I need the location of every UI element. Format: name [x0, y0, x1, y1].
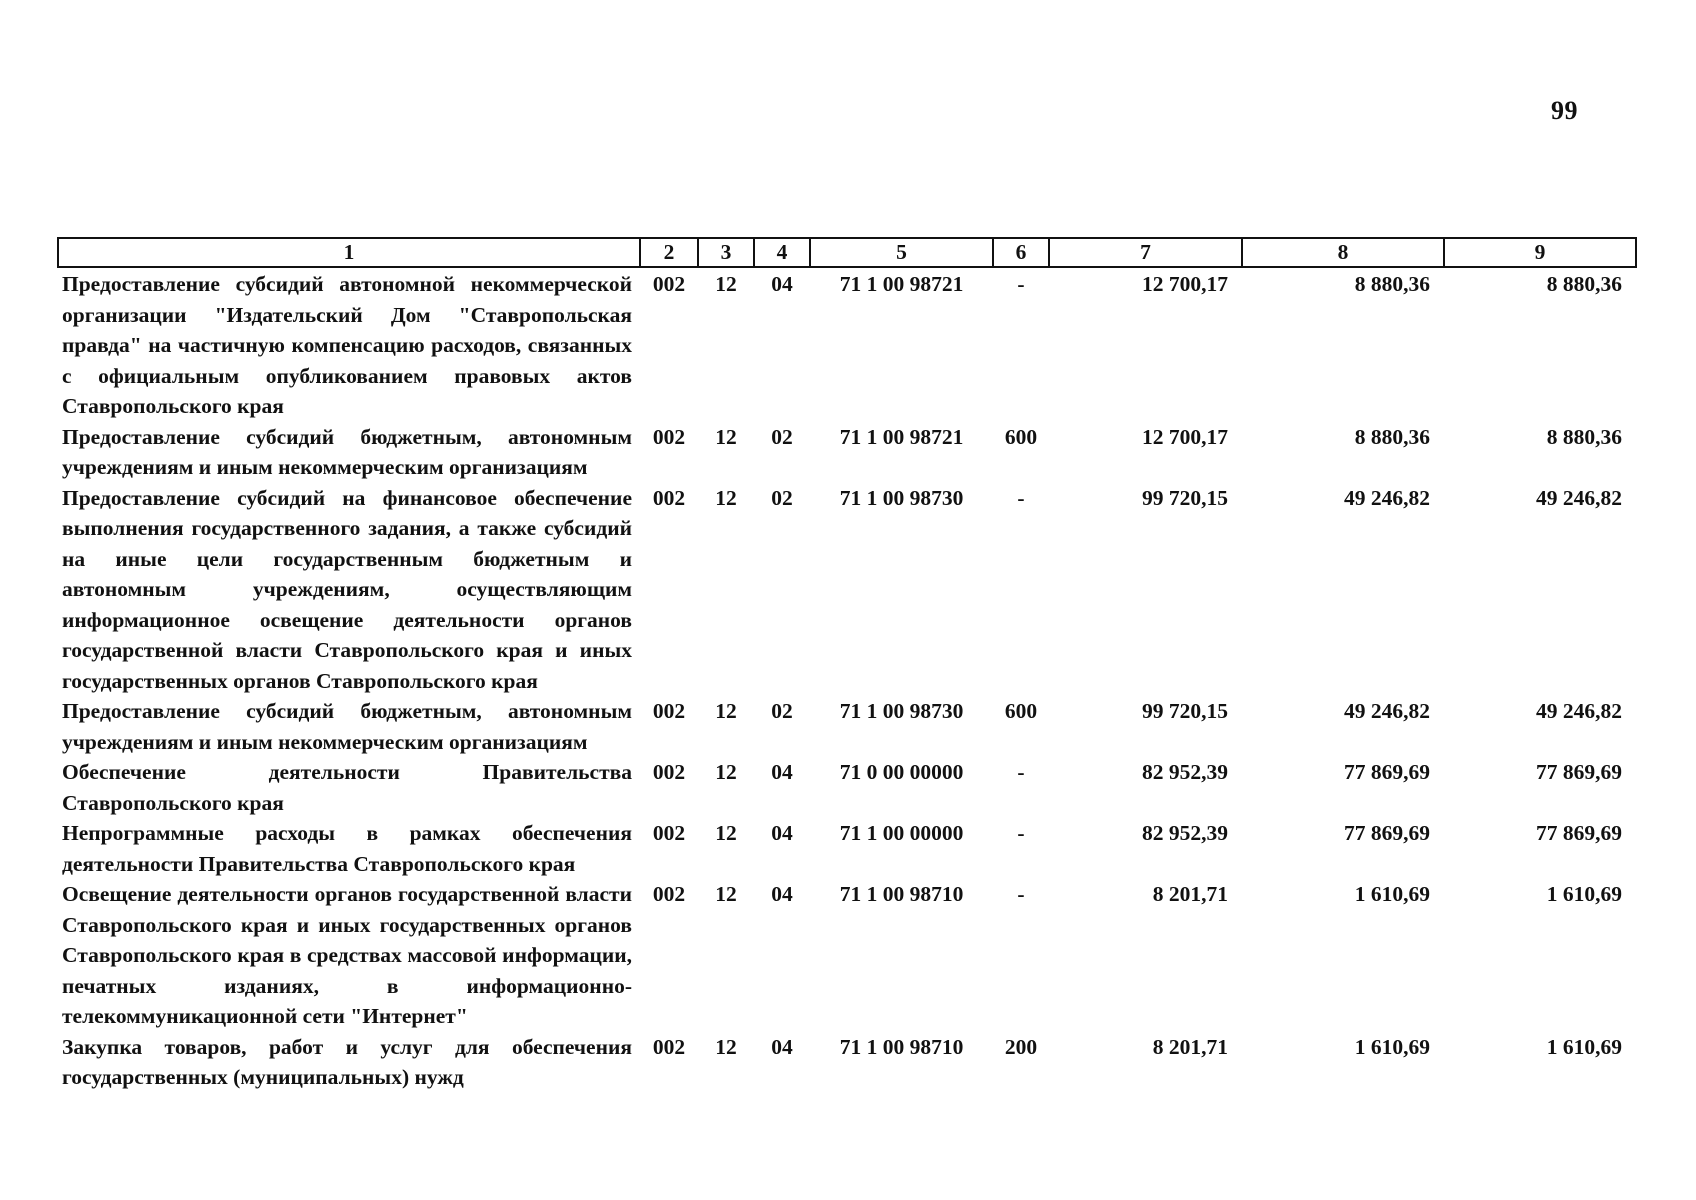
column-header: 5: [810, 238, 993, 267]
row-name: Предоставление субсидий бюджетным, автономным учреждениям и иным некоммерческим организациям: [62, 424, 632, 479]
section-code: 12: [715, 424, 737, 449]
table-row: [58, 267, 1636, 422]
column-header: 8: [1242, 238, 1444, 267]
table-row: [58, 818, 1636, 879]
amount-cell: 77 869,69: [1344, 760, 1430, 784]
subsection-code: 04: [771, 1034, 793, 1059]
column-header: 6: [993, 238, 1049, 267]
row-name: Освещение деятельности органов государственной власти Ставропольского края и иных государственных органов Ставропольского края в средствах массовой информации, печатных изданиях, в информационно-телекоммуникационной сети "Интернет": [62, 882, 632, 1028]
amount-cell: 1 610,69: [1546, 882, 1622, 906]
header-row: [58, 238, 1636, 267]
page-number: 99: [1551, 96, 1578, 125]
amount-cell: 49 246,82: [1344, 699, 1430, 723]
section-code: 12: [715, 821, 737, 845]
ministry-code: 002: [652, 272, 686, 296]
target-article-code: 71 1 00 98710: [839, 882, 964, 906]
amount-cell: 82 952,39: [1142, 821, 1228, 845]
ministry-code: 002: [652, 882, 686, 906]
subsection-code: 04: [771, 760, 793, 784]
amount-cell: 1 610,69: [1354, 1034, 1430, 1059]
amount-cell: 99 720,15: [1142, 485, 1228, 510]
amount-cell: 8 880,36: [1354, 272, 1430, 296]
ministry-code: 002: [652, 760, 686, 784]
column-header: 1: [58, 238, 640, 267]
subsection-code: 02: [771, 699, 793, 723]
amount-cell: 1 610,69: [1354, 882, 1430, 906]
budget-table: [57, 237, 1637, 1093]
row-name: Предоставление субсидий бюджетным, автономным учреждениям и иным некоммерческим организациям: [62, 699, 632, 754]
amount-cell: 77 869,69: [1536, 821, 1622, 845]
expense-type-code: -: [1017, 485, 1025, 510]
ministry-code: 002: [652, 485, 686, 510]
row-name: Предоставление субсидий на финансовое обеспечение выполнения государственного задания, а также субсидий на иные цели государственным бюджетным и автономным учреждениям, осуществляющим информационное освещение деятельности органов государственной власти Ставропольского края и иных государственных органов Ставропольского края: [62, 485, 632, 693]
column-header: 4: [754, 238, 810, 267]
target-article-code: 71 1 00 98710: [839, 1034, 964, 1059]
expense-type-code: -: [1017, 821, 1025, 845]
target-article-code: 71 1 00 98730: [839, 485, 964, 510]
subsection-code: 02: [771, 485, 793, 510]
amount-cell: 8 880,36: [1546, 424, 1622, 449]
amount-cell: 49 246,82: [1344, 485, 1430, 510]
row-name: Закупка товаров, работ и услуг для обеспечения государственных (муниципальных) нужд: [62, 1034, 632, 1089]
subsection-code: 02: [771, 424, 793, 449]
section-code: 12: [715, 882, 737, 906]
row-name: Непрограммные расходы в рамках обеспечения деятельности Правительства Ставропольского края: [62, 821, 632, 876]
column-header: 7: [1049, 238, 1242, 267]
expense-type-code: 200: [1004, 1034, 1038, 1059]
table-row: [58, 879, 1636, 1032]
section-code: 12: [715, 272, 737, 296]
row-name: Предоставление субсидий автономной некоммерческой организации "Издательский Дом "Ставропольская правда" на частичную компенсацию расходов, связанных с официальным опубликованием правовых актов Ставропольского края: [62, 272, 632, 418]
subsection-code: 04: [771, 882, 793, 906]
row-name: Обеспечение деятельности Правительства Ставропольского края: [62, 760, 632, 815]
amount-cell: 49 246,82: [1536, 699, 1622, 723]
target-article-code: 71 0 00 00000: [839, 760, 964, 784]
amount-cell: 1 610,69: [1546, 1034, 1622, 1059]
amount-cell: 77 869,69: [1344, 821, 1430, 845]
table-row: [58, 1032, 1636, 1093]
ministry-code: 002: [652, 699, 686, 723]
table-row: [58, 757, 1636, 818]
column-header: 9: [1444, 238, 1636, 267]
amount-cell: 8 201,71: [1152, 1034, 1228, 1059]
expense-type-code: -: [1017, 760, 1025, 784]
amount-cell: 77 869,69: [1536, 760, 1622, 784]
table-row: [58, 483, 1636, 697]
expense-type-code: 600: [1004, 699, 1038, 723]
amount-cell: 82 952,39: [1142, 760, 1228, 784]
section-code: 12: [715, 699, 737, 723]
subsection-code: 04: [771, 821, 793, 845]
column-header: 2: [640, 238, 698, 267]
section-code: 12: [715, 485, 737, 510]
ministry-code: 002: [652, 821, 686, 845]
table-row: [58, 422, 1636, 483]
target-article-code: 71 1 00 98721: [839, 272, 964, 296]
target-article-code: 71 1 00 98721: [839, 424, 964, 449]
table-row: [58, 696, 1636, 757]
ministry-code: 002: [652, 424, 686, 449]
amount-cell: 49 246,82: [1536, 485, 1622, 510]
expense-type-code: -: [1017, 882, 1025, 906]
expense-type-code: -: [1017, 272, 1025, 296]
amount-cell: 8 880,36: [1354, 424, 1430, 449]
section-code: 12: [715, 1034, 737, 1059]
amount-cell: 8 880,36: [1546, 272, 1622, 296]
column-header: 3: [698, 238, 754, 267]
amount-cell: 99 720,15: [1142, 699, 1228, 723]
amount-cell: 8 201,71: [1152, 882, 1228, 906]
amount-cell: 12 700,17: [1142, 272, 1228, 296]
subsection-code: 04: [771, 272, 793, 296]
ministry-code: 002: [652, 1034, 686, 1059]
expense-type-code: 600: [1004, 424, 1038, 449]
amount-cell: 12 700,17: [1142, 424, 1228, 449]
target-article-code: 71 1 00 00000: [839, 821, 964, 845]
section-code: 12: [715, 760, 737, 784]
target-article-code: 71 1 00 98730: [839, 699, 964, 723]
